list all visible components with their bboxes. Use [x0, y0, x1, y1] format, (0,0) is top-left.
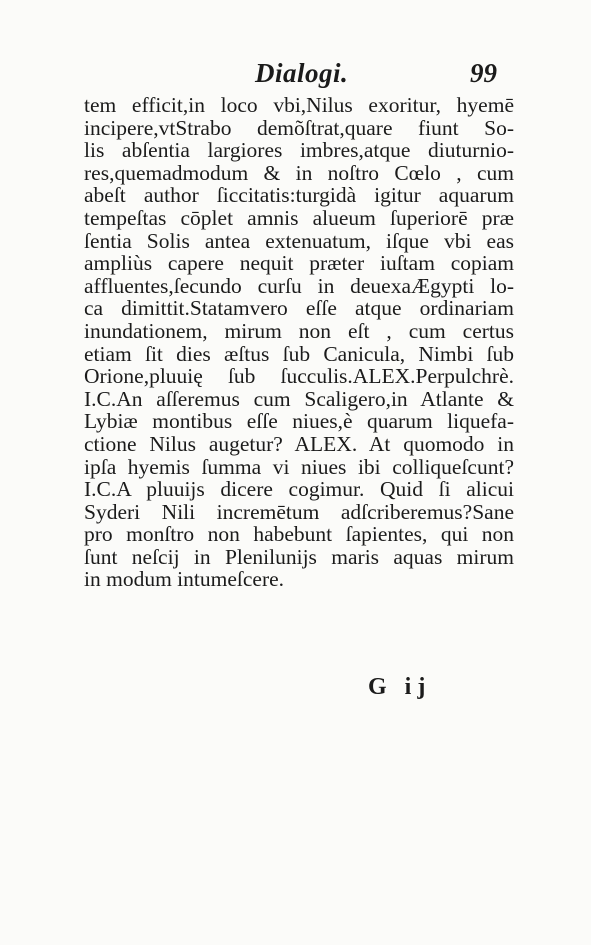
- signature-mark: G ij: [368, 674, 432, 700]
- text-line: in modum intumeſcere.: [84, 567, 285, 592]
- text-line: I.C.A pluuijs dicere cogimur. Quid ſi alicui: [84, 477, 514, 502]
- text-line: pro monſtro non habebunt ſapientes, qui non: [84, 522, 514, 547]
- page-number: 99: [470, 58, 497, 88]
- text-line: etiam ſit dies æſtus ſub Canicula, Nimbi ſub: [84, 341, 514, 366]
- text-line: Lybiæ montibus eſſe niues,è quarum liquefa-: [84, 409, 514, 434]
- text-line: inundationem, mirum non eſt , cum certus: [84, 318, 514, 343]
- text-line: ampliùs capere nequit præter iuſtam copiam: [84, 251, 514, 276]
- text-line: ſunt neſcij in Plenilunijs maris aquas mirum: [84, 544, 514, 569]
- body-text: [84, 94, 514, 591]
- text-line: ca dimittit.Statamvero eſſe atque ordinariam: [84, 296, 514, 321]
- text-line: abeſt author ſiccitatis:turgidà igitur aquarum: [84, 183, 514, 208]
- text-line: lis abſentia largiores imbres,atque diuturnio-: [84, 138, 514, 163]
- text-line: res,quemadmodum & in noſtro Cœlo , cum: [84, 160, 514, 185]
- text-line: affluentes,ſecundo curſu in deuexaÆgypti lo-: [84, 273, 514, 298]
- text-line: incipere,vtStrabo demõſtrat,quare fiunt So-: [84, 115, 514, 140]
- running-title: Dialogi.: [255, 58, 349, 88]
- text-line: tempeſtas cōplet amnis alueum ſuperiorē præ: [84, 205, 514, 230]
- text-line: tem efficit,in loco vbi,Nilus exoritur, hyemē: [84, 93, 514, 117]
- text-line: ctione Nilus augetur? ALEX. At quomodo in: [84, 431, 514, 456]
- text-line: ſentia Solis antea extenuatum, iſque vbi eas: [84, 228, 514, 253]
- text-line: ipſa hyemis ſumma vi niues ibi colliqueſcunt?: [84, 454, 514, 479]
- text-line: Syderi Nili incremētum adſcriberemus?Sane: [84, 499, 514, 524]
- text-line: I.C.An aſſeremus cum Scaligero,in Atlante &: [84, 386, 514, 411]
- text-line: Orione,pluuię ſub ſucculis.ALEX.Perpulchrè.: [84, 364, 514, 389]
